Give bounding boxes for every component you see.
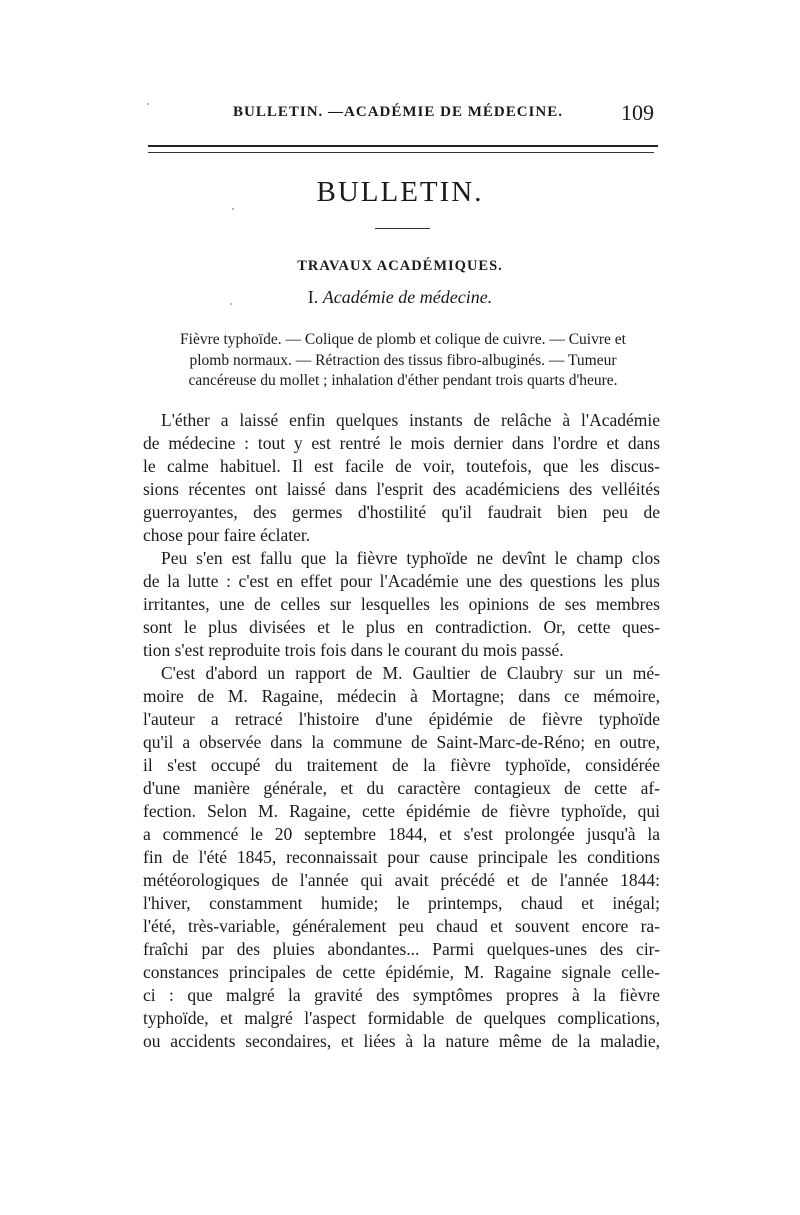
text-line: tion s'est reproduite trois fois dans le courant du mois passé.: [143, 640, 564, 660]
summary-line: Fièvre typhoïde. — Colique de plomb et colique de cuivre. — Cuivre et: [180, 331, 626, 348]
header-rule-thin: [148, 152, 654, 153]
text-line: le calme habituel. Il est facile de voir, toutefois, que les discus-: [143, 456, 660, 476]
text-line: moire de M. Ragaine, médecin à Mortagne; dans ce mémoire,: [143, 686, 660, 706]
text-line: constances principales de cette épidémie, M. Ragaine signale celle-: [143, 962, 660, 982]
summary-line: cancéreuse du mollet ; inhalation d'éther pendant trois quarts d'heure.: [188, 372, 618, 389]
paper-speck: [147, 103, 149, 105]
text-line: sions récentes ont laissé dans l'esprit des académiciens des velléités: [143, 479, 660, 499]
text-line: a commencé le 20 septembre 1844, et s'est prolongée jusqu'à la: [143, 824, 660, 844]
text-line: ci : que malgré la gravité des symptômes propres à la fièvre: [143, 985, 660, 1005]
text-line: l'auteur a retracé l'histoire d'une épidémie de fièvre typhoïde: [143, 709, 660, 729]
subsection-name: Académie de médecine.: [322, 287, 493, 307]
running-head: [150, 100, 660, 128]
text-line: guerroyantes, des germes d'hostilité qu'il faudrait bien peu de: [143, 502, 660, 522]
header-rule-thick: [148, 145, 658, 147]
text-line: L'éther a laissé enfin quelques instants de relâche à l'Académie: [161, 410, 660, 430]
text-line: chose pour faire éclater.: [143, 525, 311, 545]
paper-speck: [230, 303, 232, 305]
running-title: BULLETIN. —ACADÉMIE DE MÉDECINE.: [233, 104, 563, 120]
subsection-heading: [0, 287, 800, 308]
text-line: il s'est occupé du traitement de la fièvre typhoïde, considérée: [143, 755, 660, 775]
text-line: l'hiver, constamment humide; le printemps, chaud et inégal;: [143, 893, 660, 913]
page-number: 109: [621, 100, 654, 125]
text-line: d'une manière générale, et du caractère contagieux de cette af-: [143, 778, 660, 798]
text-line: irritantes, une de celles sur lesquelles les opinions de ses membres: [143, 594, 660, 614]
text-line: typhoïde, et malgré l'aspect formidable de quelques complications,: [143, 1008, 660, 1028]
body-text: [143, 409, 660, 1053]
text-line: qu'il a observée dans la commune de Saint-Marc-de-Réno; en outre,: [143, 732, 660, 752]
text-line: fraîchi par des pluies abondantes... Parmi quelques-unes des cir-: [143, 939, 660, 959]
subsection-numeral: I.: [307, 287, 319, 307]
text-line: météorologiques de l'année qui avait précédé et de l'année 1844:: [143, 870, 660, 890]
text-line: de médecine : tout y est rentré le mois dernier dans l'ordre et dans: [143, 433, 660, 453]
summary-block: [146, 330, 660, 392]
text-line: ou accidents secondaires, et liées à la nature même de la maladie,: [143, 1031, 660, 1051]
summary-line: plomb normaux. — Rétraction des tissus fibro-albuginés. — Tumeur: [189, 351, 617, 369]
text-line: l'été, très-variable, généralement peu chaud et souvent encore ra-: [143, 916, 660, 936]
title-underline: [375, 228, 430, 229]
paper-speck: [232, 208, 234, 210]
section-heading: TRAVAUX ACADÉMIQUES.: [297, 258, 503, 274]
text-line: fection. Selon M. Ragaine, cette épidémie de fièvre typhoïde, qui: [143, 801, 660, 821]
text-line: fin de l'été 1845, reconnaissait pour cause principale les conditions: [143, 847, 660, 867]
text-line: Peu s'en est fallu que la fièvre typhoïde ne devînt le champ clos: [161, 548, 660, 568]
text-line: de la lutte : c'est en effet pour l'Académie une des questions les plus: [143, 571, 660, 591]
page-title: BULLETIN.: [316, 176, 484, 208]
text-line: C'est d'abord un rapport de M. Gaultier de Claubry sur un mé-: [161, 663, 660, 683]
text-line: sont le plus divisées et le plus en contradiction. Or, cette ques-: [143, 617, 660, 637]
